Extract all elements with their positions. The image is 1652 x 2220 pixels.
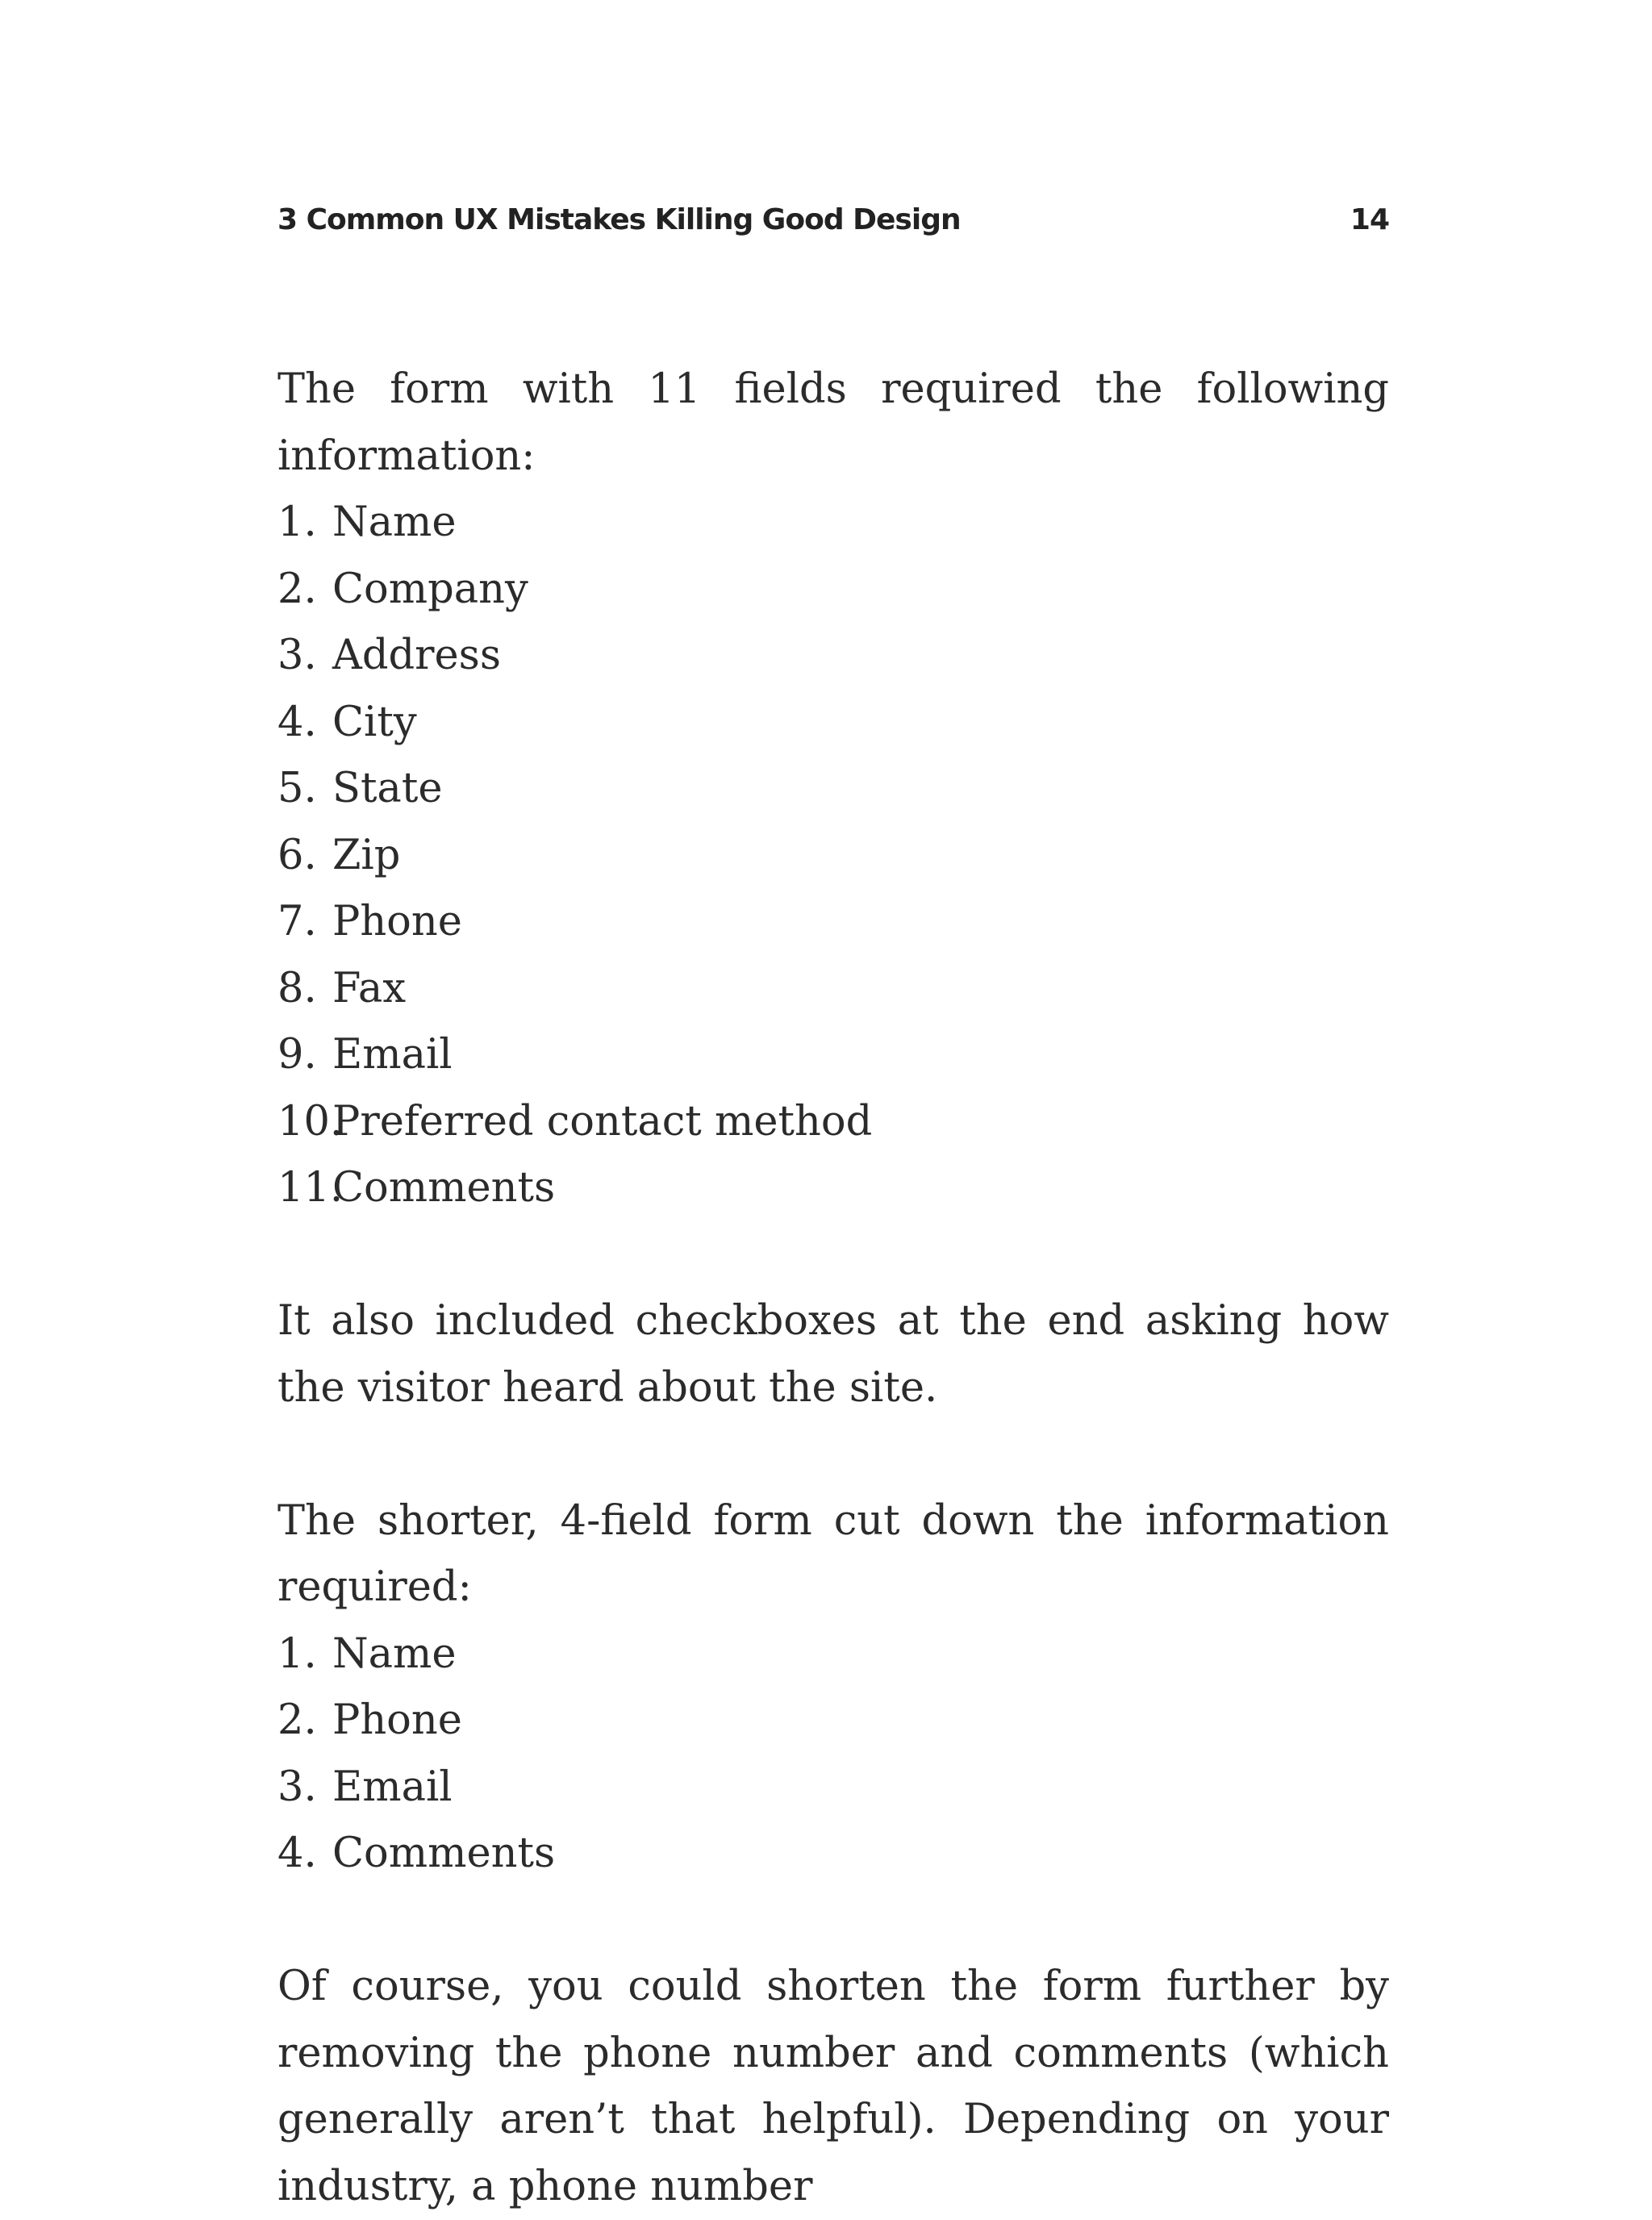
list-item <box>277 823 1389 890</box>
list-item-number: 3. <box>277 1763 317 1811</box>
list-item-label: City <box>332 698 417 746</box>
list-item <box>277 490 1389 557</box>
paragraph-spacer <box>277 1888 1389 1955</box>
running-header <box>277 203 1389 248</box>
paragraph-spacer <box>277 1222 1389 1289</box>
list-item-number: 11. <box>277 1164 344 1212</box>
list-item <box>277 690 1389 757</box>
list-item-label: Email <box>332 1031 453 1079</box>
list-item-number: 5. <box>277 765 317 812</box>
list-item-number: 4. <box>277 1830 317 1877</box>
paragraph-spacer <box>277 1421 1389 1488</box>
list-item-label: Preferred contact method <box>332 1097 873 1145</box>
list-item <box>277 1755 1389 1821</box>
list-item-number: 6. <box>277 831 317 879</box>
list-item-number: 10. <box>277 1097 344 1145</box>
list-item-label: Address <box>332 632 502 679</box>
list-item <box>277 623 1389 690</box>
list-item-label: Name <box>332 499 457 546</box>
list-item-label: Company <box>332 565 528 613</box>
list-item <box>277 956 1389 1023</box>
list-item <box>277 889 1389 956</box>
page-number: 14 <box>1350 203 1389 236</box>
list-item <box>277 557 1389 624</box>
list-item <box>277 1022 1389 1089</box>
list-item-label: Email <box>332 1763 453 1811</box>
body-text <box>277 357 1389 2220</box>
list-item <box>277 1621 1389 1688</box>
long-form-field-list <box>277 490 1389 1222</box>
list-item-label: Comments <box>332 1164 556 1212</box>
list-item-number: 3. <box>277 632 317 679</box>
list-item-label: Phone <box>332 1696 462 1744</box>
list-item-number: 9. <box>277 1031 317 1079</box>
long-form-intro: The form with 11 fields required the following information: <box>277 365 1389 480</box>
list-item-number: 2. <box>277 1696 317 1744</box>
list-item-number: 7. <box>277 898 317 945</box>
list-item <box>277 1821 1389 1888</box>
list-item-number: 1. <box>277 1630 317 1678</box>
list-item-number: 4. <box>277 698 317 746</box>
list-item-label: Zip <box>332 831 401 879</box>
running-header-title: 3 Common UX Mistakes Killing Good Design <box>277 203 961 236</box>
list-item-number: 1. <box>277 499 317 546</box>
short-form-field-list <box>277 1621 1389 1888</box>
list-item <box>277 1155 1389 1222</box>
list-item-label: State <box>332 765 443 812</box>
closing-paragraph: Of course, you could shorten the form further by removing the phone number and comments (which generally aren’t that helpful). Depending on your industry, a phone number <box>277 1963 1389 2210</box>
list-item <box>277 756 1389 823</box>
list-item-number: 2. <box>277 565 317 613</box>
list-item-label: Phone <box>332 898 462 945</box>
list-item-number: 8. <box>277 964 317 1012</box>
short-form-intro: The shorter, 4-field form cut down the information required: <box>277 1496 1389 1611</box>
list-item-label: Name <box>332 1630 457 1678</box>
checkbox-paragraph: It also included checkboxes at the end asking how the visitor heard about the site. <box>277 1297 1389 1412</box>
list-item-label: Comments <box>332 1830 556 1877</box>
list-item <box>277 1688 1389 1755</box>
list-item-label: Fax <box>332 964 407 1012</box>
list-item <box>277 1089 1389 1156</box>
